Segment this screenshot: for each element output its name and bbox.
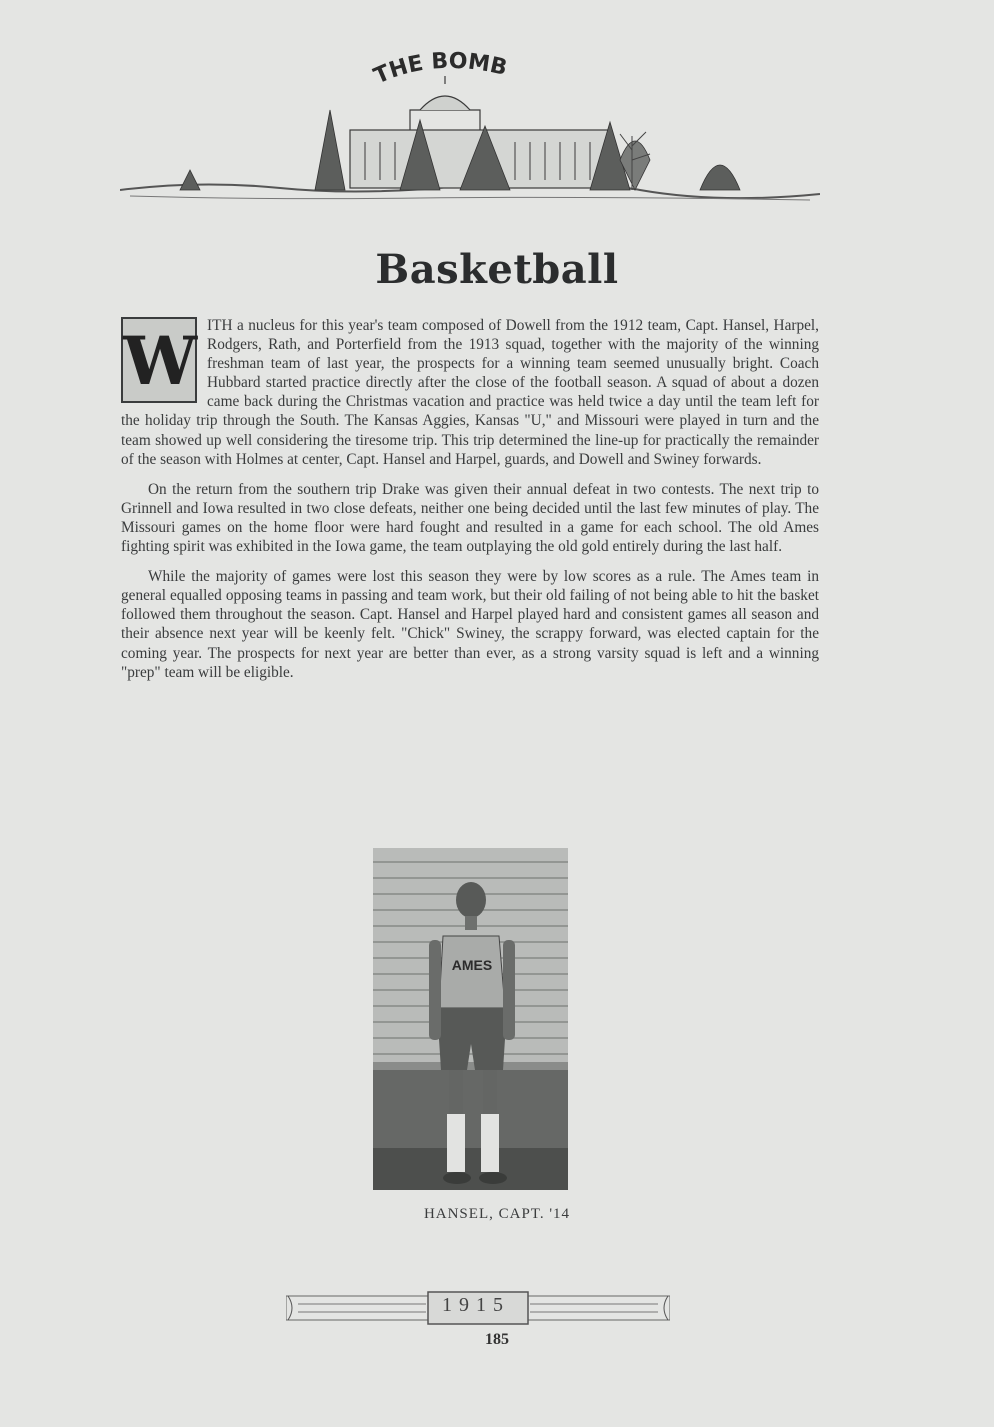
player-photograph [373, 848, 568, 1190]
drop-cap-letter: W [123, 322, 198, 400]
paragraph-1-text: ITH a nucleus for this year's team composed of Dowell from the 1912 team, Capt. Hansel, Harpel, Rodgers, Rath, and Porterfield from the 1913 squad, together with the majority of the winning freshman team of last year, the prospects for a winning team seemed unusually bright. Coach Hubbard started practice directly after the close of the football season. A squad of about a dozen came back during the Christmas vacation and practice was held twice a day until the team left for the holiday trip through the South. The Kansas Aggies, Kansas "U," and Missouri were played in turn and the team showed up well considering the tiresome trip. This trip determined the line-up for practically the remainder of the season with Holmes at center, Capt. Hansel and Harpel, guards, and Dowell and Swiney forwards. [121, 317, 819, 468]
running-title: THE BOMB [370, 50, 510, 90]
article-title: Basketball [375, 246, 619, 293]
header-illustration [120, 50, 820, 210]
paragraph-2: On the return from the southern trip Drake was given their annual defeat in two contests. The next trip to Grinnell and Iowa resulted in two close defeats, neither one being decided until the last few minutes of play. The Missouri games on the home floor were hard fought and resulted in a game for each school. The old Ames fighting spirit was exhibited in the Iowa game, the team outplaying the old gold entirely during the last half. [121, 480, 819, 556]
paragraph-3: While the majority of games were lost this season they were by low scores as a rule. The Ames team in general equalled opposing teams in passing and team work, but their old failing of not being able to hit the basket followed them throughout the season. Capt. Hansel and Harpel played hard and consistent games all season and their absence next year will be keenly felt. "Chick" Swiney, the scrappy forward, was elected captain for the coming year. The prospects for next year are better than ever, as a strong varsity squad is left and a winning "prep" team will be eligible. [121, 568, 819, 681]
drop-cap [121, 317, 197, 403]
year-label: 1915 [442, 1294, 510, 1316]
photo-caption: HANSEL, CAPT. '14 [423, 1206, 571, 1222]
paragraph-1 [121, 316, 819, 469]
jersey-lettering: AMES [451, 957, 493, 973]
page-number: 185 [485, 1331, 509, 1348]
article-body [121, 316, 819, 693]
